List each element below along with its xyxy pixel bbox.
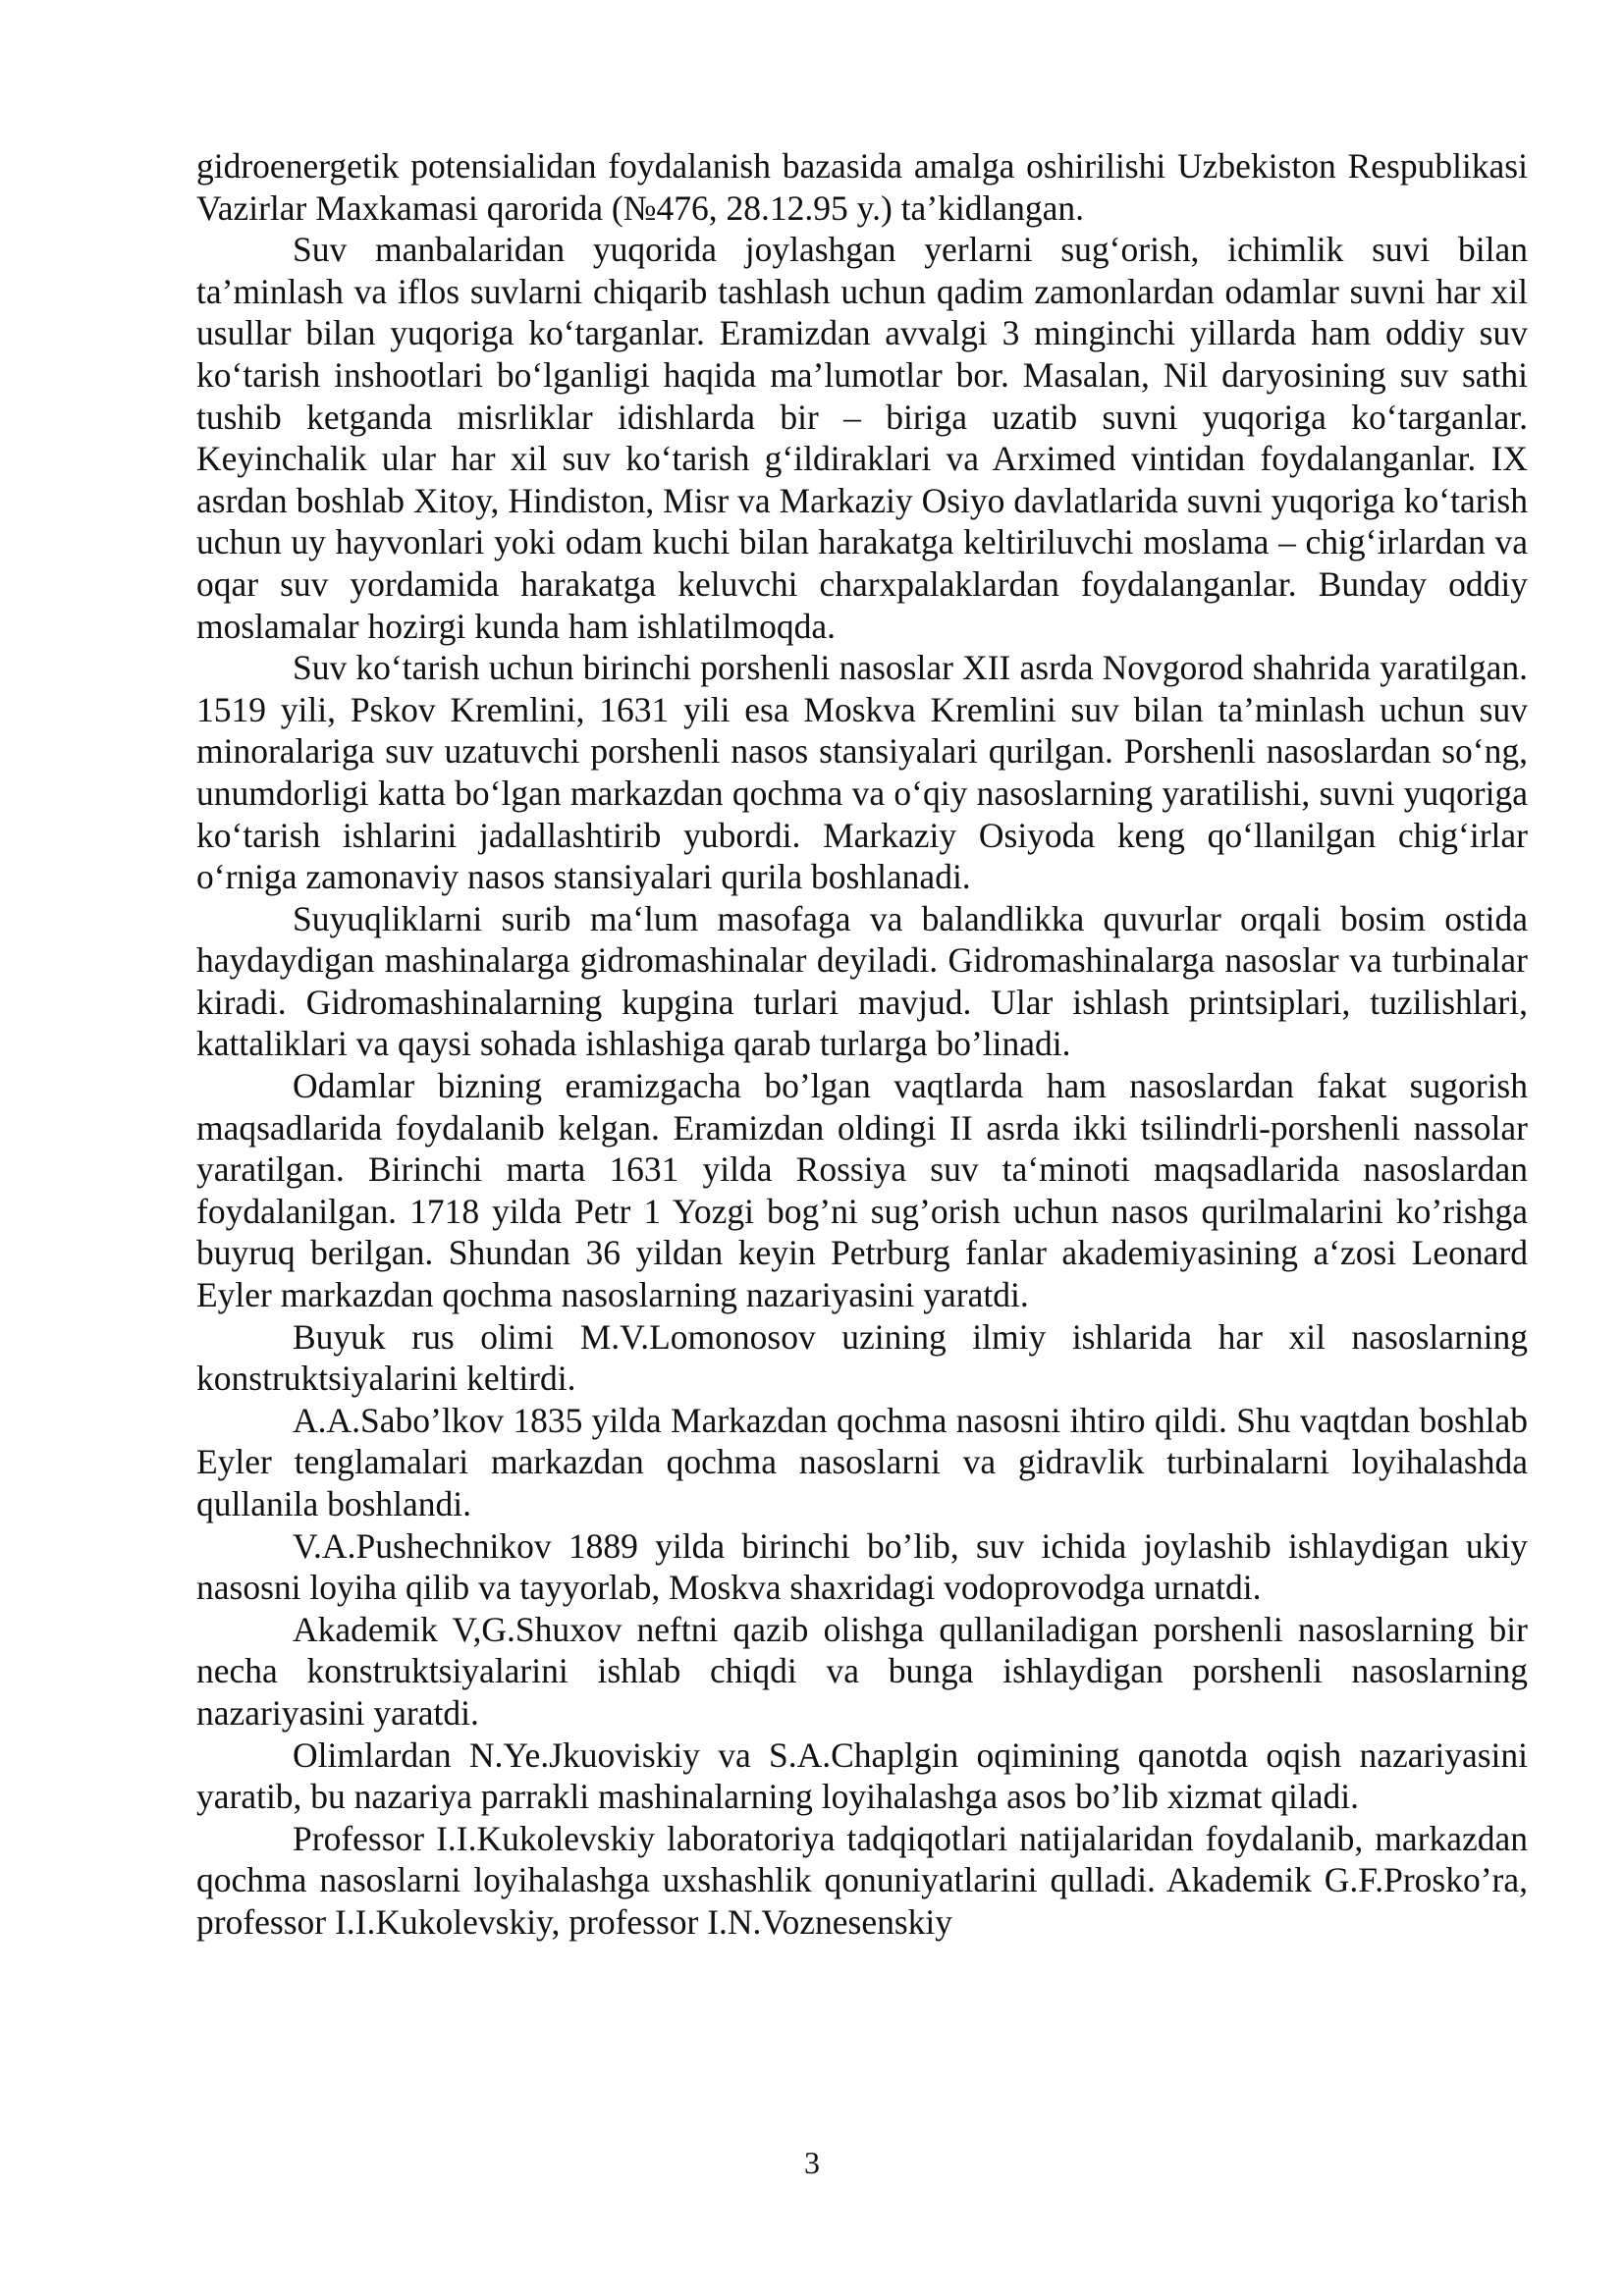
- paragraph-lomonosov: Buyuk rus olimi M.V.Lomonosov uzining ilmiy ishlarida har xil nasoslarning konstruktsiyalarini keltirdi.: [196, 1316, 1528, 1399]
- paragraph-shuxov: Akademik V,G.Shuxov neftni qazib olishga qullaniladigan porshenli nasoslarning bir necha konstruktsiyalarini ishlab chiqdi va bunga ishlaydigan porshenli nasoslarning nazariyasini yaratdi.: [196, 1609, 1528, 1733]
- paragraph-pushechnikov: V.A.Pushechnikov 1889 yilda birinchi bo’lib, suv ichida joylashib ishlaydigan ukiy nasosni loyiha qilib va tayyorlab, Moskva shaxridagi vodoprovodga urnatdi.: [196, 1525, 1528, 1608]
- paragraph-kukolevskiy: Professor I.I.Kukolevskiy laboratoriya tadqiqotlari natijalaridan foydalanib, markazdan qochma nasoslarni loyihalashga uxshashlik qonuniyatlarini qulladi. Akademik G.F.Prosko’ra, professor I.I.Kukolevskiy, professor I.N.Voznesenskiy: [196, 1818, 1528, 1942]
- paragraph-piston-pumps: Suv ko‘tarish uchun birinchi porshenli nasoslar XII asrda Novgorod shahrida yaratilgan. 1519 yili, Pskov Kremlini, 1631 yili esa Moskva Kremlini suv bilan ta’minlash uchun suv minoralariga suv uzatuvchi porshenli nasos stansiyalari qurilgan. Porshenli nasoslardan so‘ng, unumdorligi katta bo‘lgan markazdan qochma va o‘qiy nasoslarning yaratilishi, suvni yuqoriga ko‘tarish ishlarini jadallashtirib yubordi. Markaziy Osiyoda keng qo‘llanilgan chig‘irlar o‘rniga zamonaviy nasos stansiyalari qurila boshlanadi.: [196, 648, 1528, 897]
- paragraph-sabolkov: A.A.Sabo’lkov 1835 yilda Markazdan qochma nasosni ihtiro qildi. Shu vaqtdan boshlab Eyler tenglamalari markazdan qochma nasoslarni va gidravlik turbinalarni loyihalashda qullanila boshlandi.: [196, 1400, 1528, 1523]
- paragraph-hydraulic-machines: Suyuqliklarni surib ma‘lum masofaga va balandlikka quvurlar orqali bosim ostida haydaydigan mashinalarga gidromashinalar deyiladi. Gidromashinalarga nasoslar va turbinalar kiradi. Gidromashinalarning kupgina turlari mavjud. Ular ishlash printsiplari, tuzilishlari, kattaliklari va qaysi sohada ishlashiga qarab turlarga bo’linadi.: [196, 898, 1528, 1064]
- paragraph-jukovskiy-chaplygin: Olimlardan N.Ye.Jkuoviskiy va S.A.Chaplgin oqimining qanotda oqish nazariyasini yaratib, bu nazariya parrakli mashinalarning loyihalashga asos bo’lib xizmat qiladi.: [196, 1735, 1528, 1817]
- paragraph-continuation: gidroenergetik potensialidan foydalanish bazasida amalga oshirilishi Uzbekiston Respublikasi Vazirlar Maxkamasi qarorida (№476, 28.12.95 y.) ta’kidlangan.: [196, 146, 1528, 228]
- page-number: 3: [804, 2145, 820, 2180]
- paragraph-early-pumps: Odamlar bizning eramizgacha bo’lgan vaqtlarda ham nasoslardan fakat sugorish maqsadlarida foydalanib kelgan. Eramizdan oldingi II asrda ikki tsilindrli-porshenli nassolar yaratilgan. Birinchi marta 1631 yilda Rossiya suv ta‘minoti maqsadlarida nasoslardan foydalanilgan. 1718 yilda Petr 1 Yozgi bog’ni sug’orish uchun nasos qurilmalarini ko’rishga buyruq berilgan. Shundan 36 yildan keyin Petrburg fanlar akademiyasining a‘zosi Leonard Eyler markazdan qochma nasoslarning nazariyasini yaratdi.: [196, 1066, 1528, 1315]
- paragraph-water-lifting-history: Suv manbalaridan yuqorida joylashgan yerlarni sug‘orish, ichimlik suvi bilan ta’minlash va iflos suvlarni chiqarib tashlash uchun qadim zamonlardan odamlar suvni har xil usullar bilan yuqoriga ko‘targanlar. Eramizdan avvalgi 3 minginchi yillarda ham oddiy suv ko‘tarish inshootlari bo‘lganligi haqida ma’lumotlar bor. Masalan, Nil daryosining suv sathi tushib ketganda misrliklar idishlarda bir – biriga uzatib suvni yuqoriga ko‘targanlar. Keyinchalik ular har xil suv ko‘tarish g‘ildiraklari va Arximed vintidan foydalanganlar. IX asrdan boshlab Xitoy, Hindiston, Misr va Markaziy Osiyo davlatlarida suvni yuqoriga ko‘tarish uchun uy hayvonlari yoki odam kuchi bilan harakatga keltiriluvchi moslama – chig‘irlardan va oqar suv yordamida harakatga keluvchi charxpalaklardan foydalanganlar. Bunday oddiy moslamalar hozirgi kunda ham ishlatilmoqda.: [196, 230, 1528, 646]
- document-body: [196, 145, 1528, 1944]
